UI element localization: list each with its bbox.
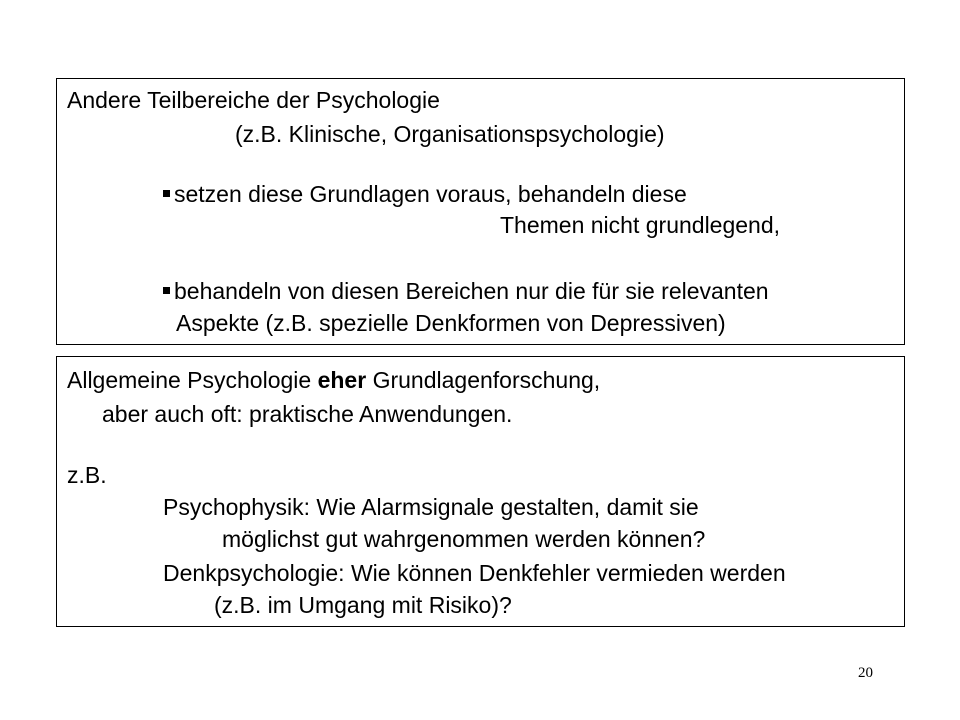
box2-example-label: z.B. [67,462,107,488]
page-number: 20 [858,665,873,681]
box2-example-1-continuation: möglichst gut wahrgenommen werden können? [222,526,706,552]
box1-bullet-2-text: behandeln von diesen Bereichen nur die für sie relevanten [174,278,769,304]
box1-heading: Andere Teilbereiche der Psychologie [67,87,440,113]
box2-heading [67,366,600,394]
box2-heading-bold: eher [317,367,367,393]
box1-bullet-1-text: setzen diese Grundlagen voraus, behandeln diese [174,181,687,207]
bullet-square-icon [163,287,170,294]
box2-heading-part1: Allgemeine Psychologie [67,367,318,393]
box1-bullet-2-continuation: Aspekte (z.B. spezielle Denkformen von Depressiven) [176,310,726,336]
box2-example-2: Denkpsychologie: Wie können Denkfehler vermieden werden [163,560,786,586]
box1-bullet-1-continuation: Themen nicht grundlegend, [500,212,781,238]
box1-bullet-1 [163,180,687,208]
box2-example-2-continuation: (z.B. im Umgang mit Risiko)? [214,592,512,618]
box2-heading-part2: Grundlagenforschung, [366,367,601,393]
box1-bullet-2 [163,277,769,305]
bullet-square-icon [163,190,170,197]
box2-subheading: aber auch oft: praktische Anwendungen. [102,401,513,427]
box1-examples: (z.B. Klinische, Organisationspsychologie) [235,121,665,147]
box2-example-1: Psychophysik: Wie Alarmsignale gestalten, damit sie [163,494,699,520]
